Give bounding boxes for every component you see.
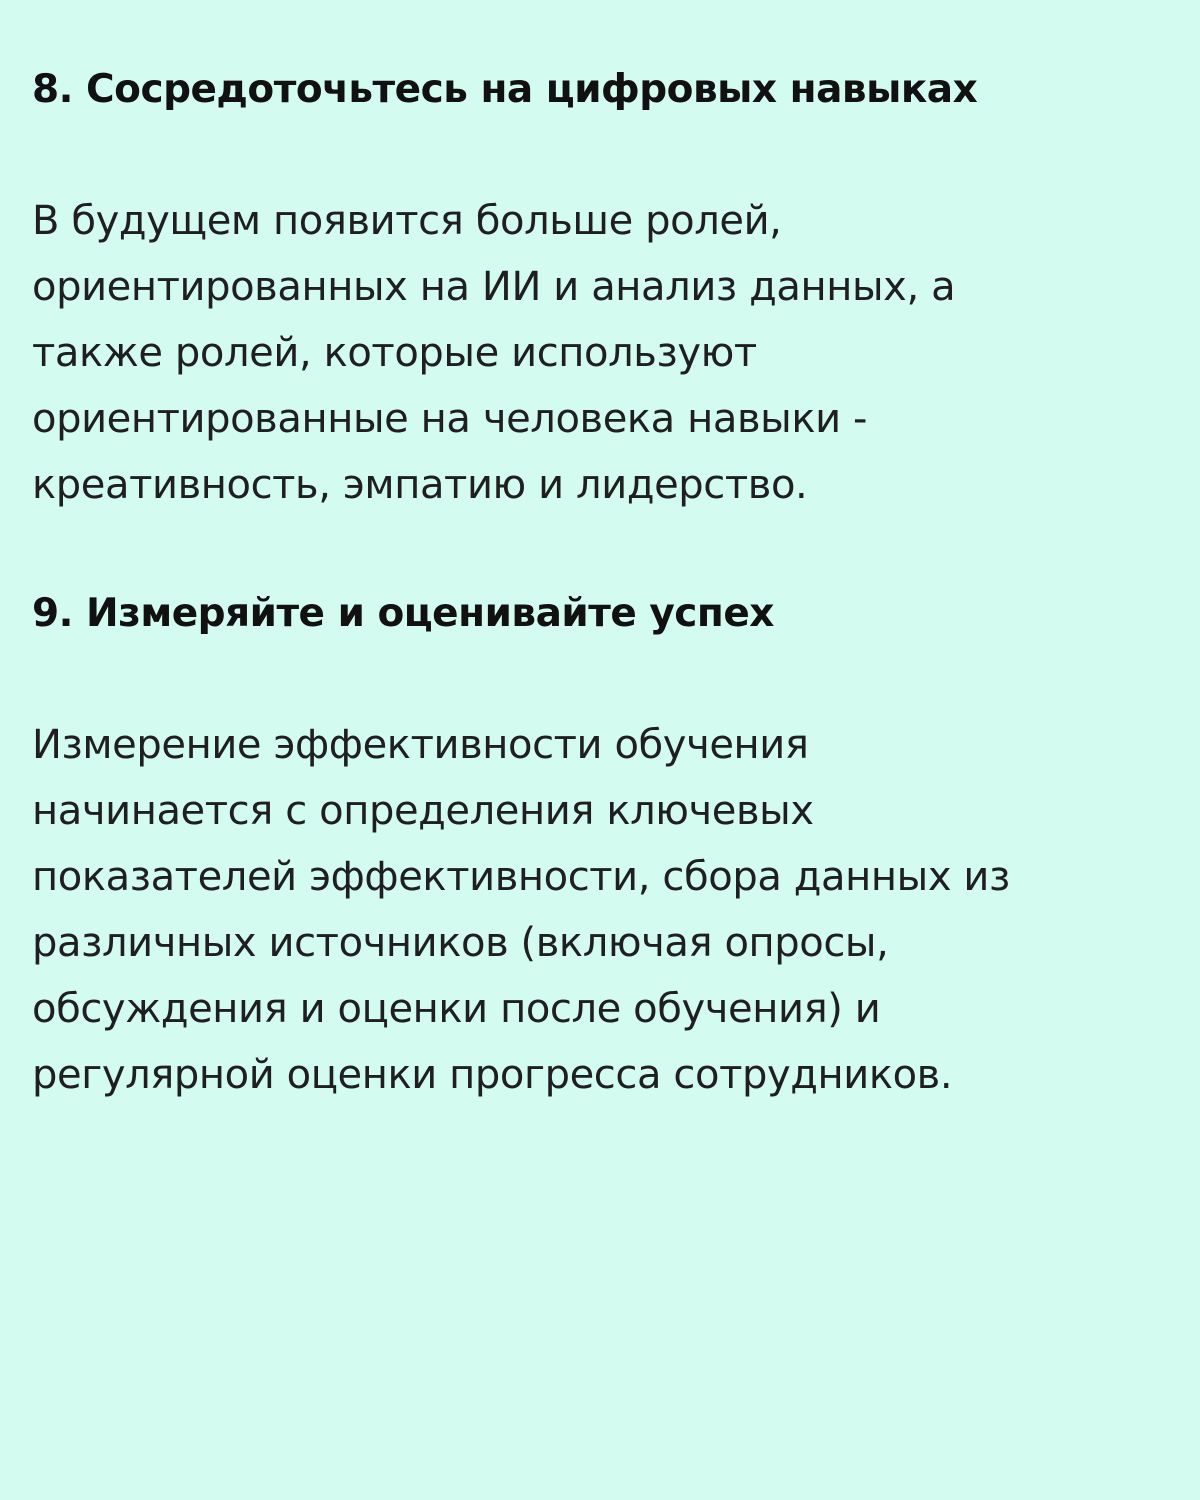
body-line: Измерение эффективности обучения bbox=[32, 722, 809, 768]
body-line: регулярной оценки прогресса сотрудников. bbox=[32, 1052, 953, 1098]
body-line: обсуждения и оценки после обучения) и bbox=[32, 986, 881, 1032]
body-line: В будущем появится больше ролей, bbox=[32, 198, 782, 244]
section-body-measure-success bbox=[32, 712, 1010, 1108]
body-line: показателей эффективности, сбора данных из bbox=[32, 854, 1010, 900]
body-line: начинается с определения ключевых bbox=[32, 788, 814, 834]
body-line: ориентированных на ИИ и анализ данных, а bbox=[32, 264, 956, 310]
body-line: различных источников (включая опросы, bbox=[32, 920, 889, 966]
body-line: креативность, эмпатию и лидерство. bbox=[32, 462, 808, 508]
section-heading-digital-skills: 8. Сосредоточьтесь на цифровых навыках bbox=[32, 67, 978, 112]
section-heading-measure-success: 9. Измеряйте и оценивайте успех bbox=[32, 591, 774, 636]
section-body-digital-skills bbox=[32, 188, 955, 518]
body-line: ориентированные на человека навыки - bbox=[32, 396, 868, 442]
body-line: также ролей, которые используют bbox=[32, 330, 757, 376]
